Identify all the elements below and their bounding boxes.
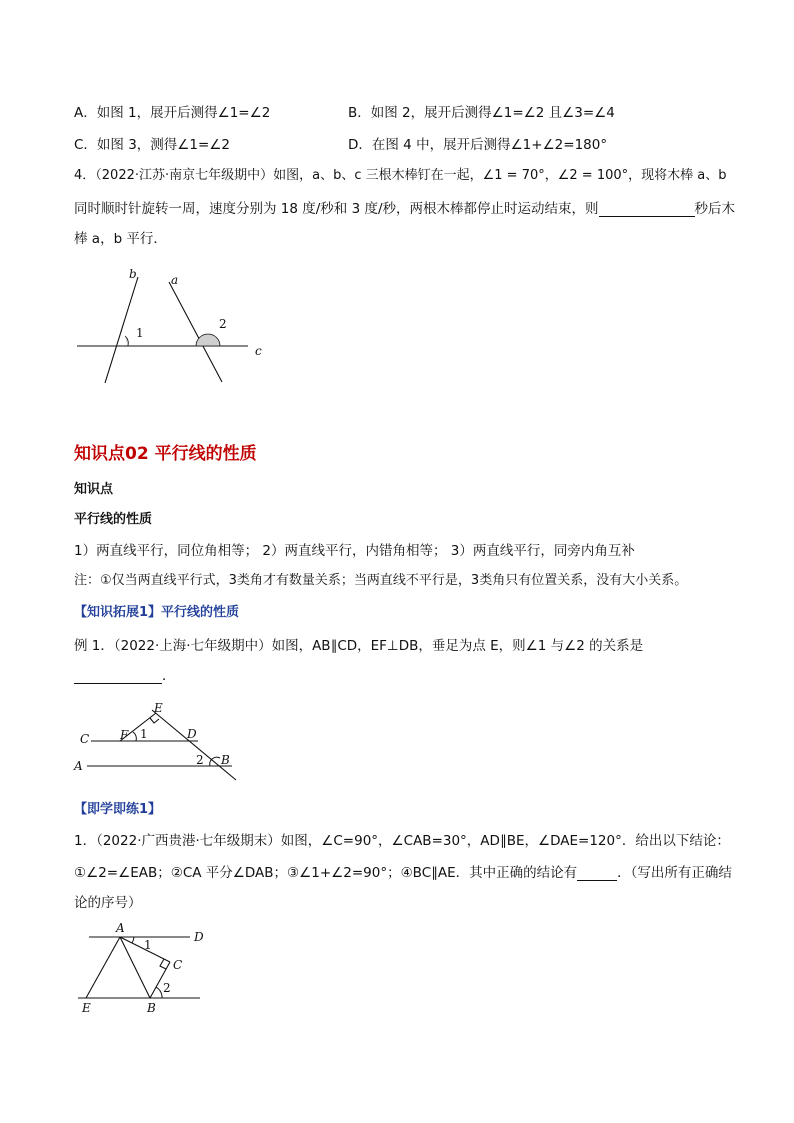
ext1-figure	[70, 698, 250, 786]
label-2: 2	[196, 753, 204, 767]
option-b: B．如图 2，展开后测得∠1=∠2 且∠3=∠4	[348, 105, 615, 121]
label-e: E	[82, 1001, 91, 1015]
label-e: E	[154, 701, 163, 715]
stick-a	[169, 282, 222, 382]
practice1-line2-text: ①∠2=∠EAB；②CA 平分∠DAB；③∠1+∠2=90°；④BC∥AE．其中正确的结论有	[74, 865, 578, 881]
q4-line3: 棒 a，b 平行．	[74, 231, 167, 247]
label-b: B	[147, 1001, 156, 1015]
label-2: 2	[219, 317, 227, 331]
knowledge-label: 知识点	[74, 482, 114, 497]
angle-1-mark	[132, 937, 134, 943]
angle-2-mark	[196, 334, 220, 346]
line-db	[152, 710, 236, 780]
knowledge-subtitle: 平行线的性质	[74, 512, 153, 527]
label-b: b	[129, 267, 137, 281]
practice1-answer-blank	[577, 866, 617, 881]
angle-1-mark	[133, 732, 136, 741]
label-1: 1	[144, 938, 152, 952]
practice1-line2	[74, 861, 732, 881]
knowledge-note: 注：①仅当两直线平行式，3类角才有数量关系；当两直线不平行是，3类角只有位置关系，没有大小关系。	[74, 573, 688, 588]
q4-answer-blank	[599, 202, 695, 217]
right-angle-mark	[160, 959, 166, 969]
q4-figure	[70, 262, 270, 388]
practice1-line1: 1．（2022·广西贵港·七年级期末）如图，∠C=90°，∠CAB=30°，AD∥BE，∠DAE=120°．给出以下结论：	[74, 833, 730, 849]
label-c: C	[173, 958, 183, 972]
right-angle-mark	[150, 718, 159, 723]
stick-b	[105, 277, 138, 383]
practice1-label: 【即学即练1】	[74, 802, 162, 817]
angle-2-mark	[156, 987, 162, 998]
label-1: 1	[136, 326, 144, 340]
label-1: 1	[140, 727, 148, 741]
q4-line2-text: 同时顺时针旋转一周，速度分别为 18 度/秒和 3 度/秒，两根木棒都停止时运动结束，则	[74, 201, 599, 217]
label-b: B	[221, 753, 230, 767]
option-d: D．在图 4 中，展开后测得∠1+∠2=180°	[348, 137, 608, 153]
ext1-line1: 例 1．（2022·上海·七年级期中）如图，AB∥CD，EF⊥DB，垂足为点 E，则∠1 与∠2 的关系是	[74, 638, 644, 654]
practice1-line3: 论的序号）	[74, 895, 142, 911]
knowledge-line1: 1）两直线平行，同位角相等； 2）两直线平行，内错角相等； 3）两直线平行，同旁内角互补	[74, 543, 635, 559]
practice1-line2-end: ．（写出所有正确结	[617, 865, 732, 881]
ext1-label: 【知识拓展1】平行线的性质	[74, 605, 240, 620]
angle-1-mark	[125, 336, 128, 346]
label-f: F	[120, 728, 129, 742]
label-c: C	[80, 732, 90, 746]
label-c: c	[255, 344, 262, 358]
q4-line2-end: 秒后木	[694, 201, 736, 217]
q4-line1: 4．（2022·江苏·南京七年级期中）如图，a、b、c 三根木棒钉在一起，∠1 = 70°，∠2 = 100°，现将木棒 a、b	[74, 168, 727, 183]
label-a: A	[74, 759, 83, 773]
practice1-figure	[72, 918, 232, 1018]
ext1-answer-blank	[74, 669, 162, 684]
label-2: 2	[163, 981, 171, 995]
label-a: a	[171, 273, 179, 287]
label-d: D	[187, 727, 197, 741]
ext1-line2-end: ．	[162, 668, 176, 684]
option-a: A．如图 1，展开后测得∠1=∠2	[74, 105, 271, 121]
q4-line2	[74, 197, 735, 217]
label-d: D	[194, 930, 204, 944]
ext1-line2	[74, 664, 176, 684]
label-a: A	[116, 921, 125, 935]
section-title: 知识点02 平行线的性质	[74, 444, 257, 464]
segment-ae	[86, 937, 120, 998]
option-c: C．如图 3，测得∠1=∠2	[74, 137, 231, 153]
